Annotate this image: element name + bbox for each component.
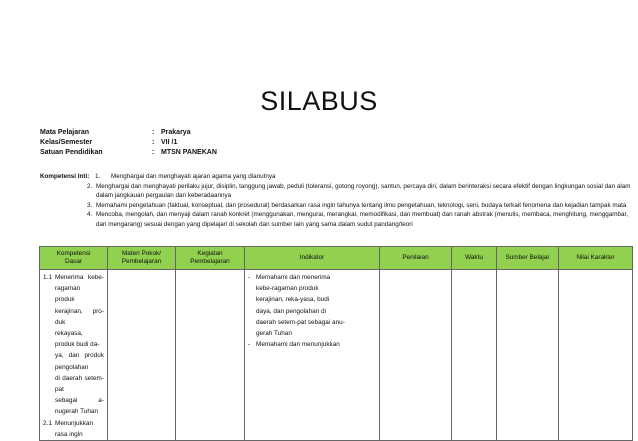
ki-list [87, 182, 632, 230]
header-indikator: Indikator [245, 247, 380, 270]
meta-label: Satuan Pendidikan [40, 149, 103, 156]
cell-sumber-belajar [497, 270, 559, 441]
document-meta [40, 128, 217, 158]
ki-item-number: 1. [95, 173, 101, 180]
kd-item: 2.1 Menunjukkan rasa ingin [43, 419, 94, 438]
ki-item [87, 182, 632, 201]
ki-label: Kompetensi Inti: [40, 173, 90, 180]
cell-penilaian [380, 270, 452, 441]
cell-kegiatan [176, 270, 245, 441]
meta-row-school [40, 148, 217, 158]
header-kegiatan: Kegiatan Pembelajaran [176, 247, 245, 270]
ki-item [87, 201, 632, 211]
cell-nilai-karakter [559, 270, 633, 441]
header-kompetensi-dasar: Kompetensi Dasar [40, 247, 108, 270]
indikator-item: - Memahami dan menunjukkan [248, 341, 340, 349]
kd-item: 1.1 Menerima kebe-ragaman produk kerajinan, pro-duk rekayasa, produk budi da- ya, dan produk pengolahan di daerah setem-pat sebagai a-nugerah Tuhan [43, 274, 104, 416]
meta-value: VII /1 [161, 139, 178, 146]
meta-row-class [40, 138, 217, 148]
meta-label: Mata Pelajaran [40, 129, 90, 136]
cell-waktu [452, 270, 497, 441]
meta-value: MTSN PANEKAN [161, 149, 217, 156]
header-waktu: Waktu [452, 247, 497, 270]
header-nilai-karakter: Nilai Karakter [559, 247, 633, 270]
header-materi-pokok: Materi Pokok/ Pembelajaran [108, 247, 176, 270]
ki-first-row [40, 172, 632, 182]
syllabus-table [39, 246, 633, 441]
ki-item-number: 2. [87, 182, 93, 190]
meta-label: Kelas/Semester [40, 139, 93, 146]
indikator-item: - Memahami dan menerima kebe-ragaman produk kerajinan, reka-yasa, budi daya, dan pengolahan di daerah setem-pat sebagai anu- gerah Tuhan [248, 274, 345, 338]
header-sumber-belajar: Sumber Belajar [497, 247, 559, 270]
ki-item-number: 3. [87, 201, 93, 209]
ki-item-text: Menghargai dan menghayati perilaku jujur, disiplin, tanggung jawab, peduli (toleransi, gotong royong), santun, percaya diri, dalam berinteraksi secara efektif dengan lingkungan sosial dan alam dalam jangkauan pergaulan dan keberadaannya [96, 182, 631, 199]
meta-separator: : [152, 129, 155, 136]
page-title: SILABUS [260, 86, 378, 116]
cell-kompetensi-dasar [40, 270, 108, 441]
meta-separator: : [152, 139, 155, 146]
header-penilaian: Penilaian [380, 247, 452, 270]
table-header-row [40, 247, 633, 270]
table-row [40, 270, 633, 441]
ki-item-text: Mencoba, mengolah, dan menyaji dalam ranah konkret (menggunakan, mengurai, merangkai, memodifikasi, dan membuat) dan ranah abstrak (menulis, membaca, menghitung, menggambar, dan mengarang) sesuai dengan yang dipelajari di sekolah dan sumber lain yang sama dalam sudut pandang/teori [96, 211, 629, 228]
ki-item-text: Menghargai dan menghayati ajaran agama yang dianutnya [111, 173, 276, 180]
kompetensi-inti [40, 172, 632, 229]
ki-item-number: 4. [87, 211, 93, 218]
meta-value: Prakarya [161, 129, 191, 136]
cell-indikator [245, 270, 380, 441]
ki-item [87, 210, 632, 229]
ki-item-text: Memahami pengetahuan (faktual, konseptual, dan prosedural) berdasarkan rasa ingin tahunya tentang ilmu pengetahuan, teknologi, seni, budaya terkait fenomena dan kejadian tampak mata [96, 201, 627, 209]
meta-separator: : [152, 149, 155, 156]
cell-materi-pokok [108, 270, 176, 441]
meta-row-subject [40, 128, 217, 138]
